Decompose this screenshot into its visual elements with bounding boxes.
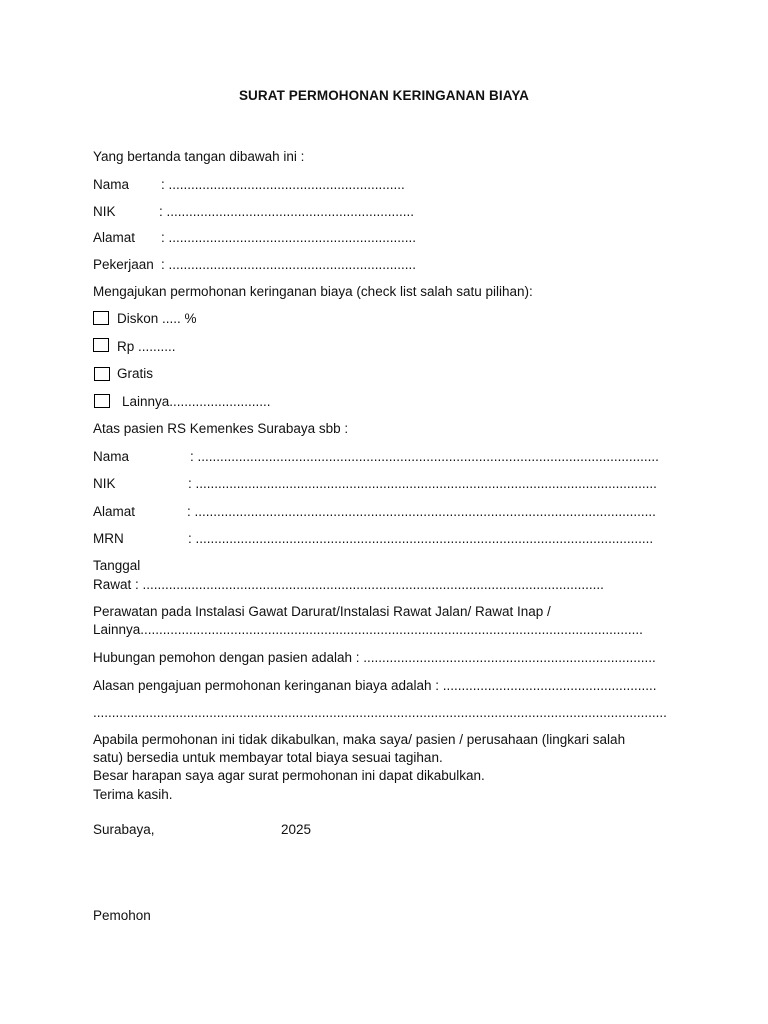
patient-care-line1: Perawatan pada Instalasi Gawat Darurat/Instalasi Rawat Jalan/ Rawat Inap / [93, 604, 551, 619]
patient-address-value: : ........................................................................................................................... [187, 504, 656, 519]
year-text: 2025 [281, 822, 312, 837]
option-discount-label: Diskon ..... % [117, 311, 197, 326]
applicant-job-value: : .................................................................. [161, 257, 417, 272]
applicant-name-label: Nama [93, 177, 130, 192]
patient-address-label: Alamat [93, 504, 136, 519]
patient-nik-row [93, 475, 657, 493]
applicant-nik-value: : .................................................................. [159, 204, 415, 219]
applicant-job-row [93, 256, 416, 274]
option-rupiah-label: Rp .......... [117, 339, 176, 354]
patient-name-label: Nama [93, 449, 130, 464]
applicant-name-value: : ............................................................... [161, 177, 405, 192]
applicant-name-row [93, 176, 405, 194]
patient-name-row [93, 448, 659, 466]
applicant-address-label: Alamat [93, 230, 136, 245]
option-other-checkbox[interactable] [94, 394, 110, 408]
applicant-address-row [93, 229, 416, 247]
option-free-label: Gratis [117, 366, 154, 381]
closing-line3: Besar harapan saya agar surat permohonan ini dapat dikabulkan. [93, 768, 485, 783]
applicant-nik-row [93, 203, 414, 221]
patient-date-value: Rawat : ........................................................................................................................... [93, 577, 604, 592]
document-title: SURAT PERMOHONAN KERINGANAN BIAYA [238, 88, 530, 103]
relationship-line: Hubungan pemohon dengan pasien adalah : .............................................................................. [93, 650, 656, 665]
patient-care-line2: Lainnya...................................................................................................................................... [93, 622, 643, 637]
applicant-address-value: : .................................................................. [161, 230, 417, 245]
signer-label: Pemohon [93, 908, 151, 923]
patient-intro-text: Atas pasien RS Kemenkes Surabaya sbb : [93, 421, 349, 436]
option-discount-checkbox[interactable] [93, 311, 109, 325]
patient-mrn-label: MRN [93, 531, 124, 546]
patient-name-value: : ........................................................................................................................... [190, 449, 659, 464]
patient-nik-value: : ........................................................................................................................... [188, 476, 657, 491]
option-other-label: Lainnya........................... [122, 394, 271, 409]
patient-address-row [93, 503, 656, 521]
applicant-job-label: Pekerjaan [93, 257, 154, 272]
option-free-checkbox[interactable] [94, 367, 110, 381]
option-rupiah-checkbox[interactable] [93, 338, 109, 352]
request-intro-text: Mengajukan permohonan keringanan biaya (check list salah satu pilihan): [93, 284, 533, 299]
place-text: Surabaya, [93, 822, 155, 837]
closing-line2: satu) bersedia untuk membayar total biaya sesuai tagihan. [93, 750, 443, 765]
applicant-nik-label: NIK [93, 204, 116, 219]
patient-date-label: Tanggal [93, 558, 141, 573]
patient-mrn-row [93, 530, 653, 548]
closing-line4: Terima kasih. [93, 787, 173, 802]
intro-text: Yang bertanda tangan dibawah ini : [93, 149, 305, 164]
closing-line1: Apabila permohonan ini tidak dikabulkan, maka saya/ pasien / perusahaan (lingkari salah [93, 732, 626, 747]
reason-line: Alasan pengajuan permohonan keringanan biaya adalah : ......................................................... [93, 678, 657, 693]
patient-mrn-value: : .......................................................................................................................... [188, 531, 654, 546]
patient-nik-label: NIK [93, 476, 116, 491]
reason-continuation: ......................................................................................................................................................... [93, 705, 667, 720]
